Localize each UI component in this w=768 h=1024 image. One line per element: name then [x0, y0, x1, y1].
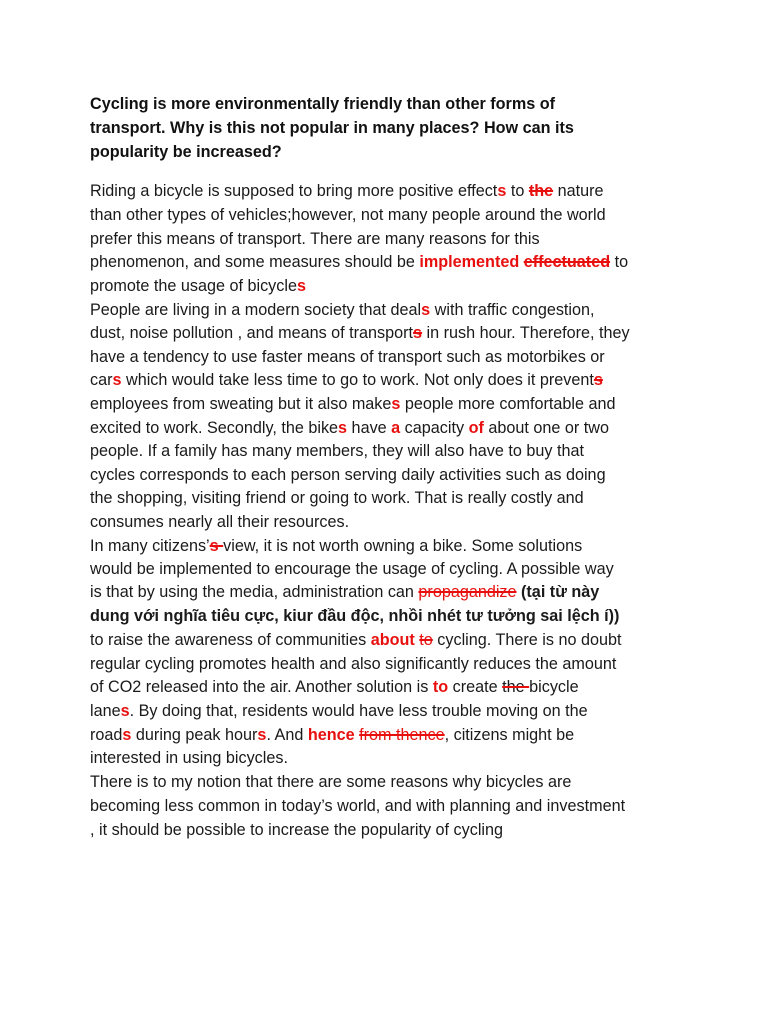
correction-delete: propagandize — [418, 583, 517, 601]
text-run: promote the usage of bicycle — [90, 277, 297, 295]
correction-delete: effectuated — [523, 253, 611, 271]
paragraph-2-line-5 — [90, 394, 615, 414]
paragraph-3-line-9 — [90, 725, 574, 745]
paragraph-2-line-6 — [90, 418, 609, 438]
text-run: is that by using the media, administration can — [90, 583, 419, 601]
text-run: which would take less time to go to work. Not only does it prevent — [121, 371, 594, 389]
text-run: cycling. There is no doubt — [432, 631, 622, 649]
paragraph-4-line-2: becoming less common in today’s world, and with planning and investment — [90, 797, 626, 815]
paragraph-3-line-2: would be implemented to encourage the usage of cycling. A possible way — [90, 560, 614, 578]
essay-title-line-3: popularity be increased? — [90, 143, 282, 161]
text-run: car — [90, 371, 113, 389]
paragraph-1-line-1 — [90, 181, 604, 201]
correction-delete: to — [419, 631, 433, 649]
text-run: about one or two — [483, 419, 609, 437]
text-run: , citizens might be — [444, 726, 575, 744]
correction-insert: s — [122, 726, 132, 744]
text-run: nature — [553, 182, 604, 200]
correction-insert: a — [391, 419, 401, 437]
text-run: phenomenon, and some measures should be — [90, 253, 420, 271]
correction-insert: of — [468, 419, 484, 437]
paragraph-1-line-3: prefer this means of transport. There are many reasons for this — [90, 230, 540, 248]
text-run: dust, noise pollution , and means of transport — [90, 324, 414, 342]
correction-insert: s — [391, 395, 401, 413]
essay-title-line-1: Cycling is more environmentally friendly than other forms of — [90, 95, 556, 113]
text-run: People are living in a modern society that deal — [90, 301, 422, 319]
text-run: view, it is not worth owning a bike. Some solutions — [223, 537, 583, 555]
text-run: to raise the awareness of communities — [90, 631, 371, 649]
correction-insert: s — [497, 182, 507, 200]
correction-insert: s — [296, 277, 306, 295]
paragraph-3-line-5 — [90, 630, 621, 650]
paragraph-2-line-1 — [90, 300, 595, 320]
paragraph-3-line-8 — [90, 701, 588, 721]
text-run: employees from sweating but it also make — [90, 395, 392, 413]
correction-delete: from thence — [359, 726, 445, 744]
correction-insert: s — [112, 371, 122, 389]
text-run: during peak hour — [131, 726, 258, 744]
text-run: excited to work. Secondly, the bike — [90, 419, 339, 437]
text-run: road — [90, 726, 123, 744]
text-run: with traffic congestion, — [430, 301, 595, 319]
paragraph-2-line-4 — [90, 370, 603, 390]
correction-insert: s — [421, 301, 431, 319]
correction-insert: implemented — [419, 253, 520, 271]
correction-delete: s — [593, 371, 603, 389]
paragraph-2-line-3: have a tendency to use faster means of transport such as motorbikes or — [90, 348, 605, 366]
paragraph-1-line-5 — [90, 276, 306, 296]
paragraph-3-line-3 — [90, 582, 599, 602]
text-run: capacity — [400, 419, 469, 437]
paragraph-2-line-10: consumes nearly all their resources. — [90, 513, 350, 531]
paragraph-1-line-4 — [90, 252, 628, 272]
text-run: In many citizens’ — [90, 537, 210, 555]
correction-delete: s — [413, 324, 423, 342]
paragraph-3-line-7 — [90, 677, 579, 697]
essay-title-line-2: transport. Why is this not popular in many places? How can its — [90, 119, 574, 137]
paragraph-4-line-3: , it should be possible to increase the popularity of cycling — [90, 821, 504, 839]
paragraph-3-line-6: regular cycling promotes health and also significantly reduces the amount — [90, 655, 617, 673]
correction-insert: s — [120, 702, 130, 720]
text-run: have — [347, 419, 392, 437]
text-run: create — [448, 678, 503, 696]
paragraph-3-line-1 — [90, 536, 582, 556]
paragraph-1-line-2: than other types of vehicles;however, not many people around the world — [90, 206, 606, 224]
correction-insert: s — [257, 726, 267, 744]
text-run: lane — [90, 702, 121, 720]
paragraph-3-line-10: interested in using bicycles. — [90, 749, 288, 767]
paragraph-4-line-1: There is to my notion that there are some reasons why bicycles are — [90, 773, 572, 791]
text-run: bicycle — [529, 678, 579, 696]
correction-insert: hence — [307, 726, 355, 744]
paragraph-2-line-2 — [90, 323, 630, 343]
correction-delete: s — [209, 537, 224, 555]
text-run: to — [506, 182, 529, 200]
text-run: Riding a bicycle is supposed to bring more positive effect — [90, 182, 498, 200]
correction-delete: the — [528, 182, 554, 200]
reviewer-note: (tại từ này — [516, 583, 600, 601]
text-run: to — [610, 253, 629, 271]
correction-insert: about — [370, 631, 415, 649]
correction-insert: s — [338, 419, 348, 437]
paragraph-2-line-8: cycles corresponds to each person serving daily activities such as doing — [90, 466, 606, 484]
paragraph-2-line-7: people. If a family has many members, they will also have to buy that — [90, 442, 584, 460]
correction-delete: the — [502, 678, 530, 696]
paragraph-3-line-4: dung với nghĩa tiêu cực, kiur đầu độc, nhồi nhét tư tưởng sai lệch í)) — [90, 607, 620, 625]
text-run: . And — [266, 726, 308, 744]
paragraph-2-line-9: the shopping, visiting friend or going to work. That is really costly and — [90, 489, 584, 507]
text-run: of CO2 released into the air. Another solution is — [90, 678, 433, 696]
text-run: . By doing that, residents would have less trouble moving on the — [129, 702, 588, 720]
correction-insert: to — [432, 678, 449, 696]
text-run: in rush hour. Therefore, they — [422, 324, 630, 342]
text-run: people more comfortable and — [400, 395, 616, 413]
